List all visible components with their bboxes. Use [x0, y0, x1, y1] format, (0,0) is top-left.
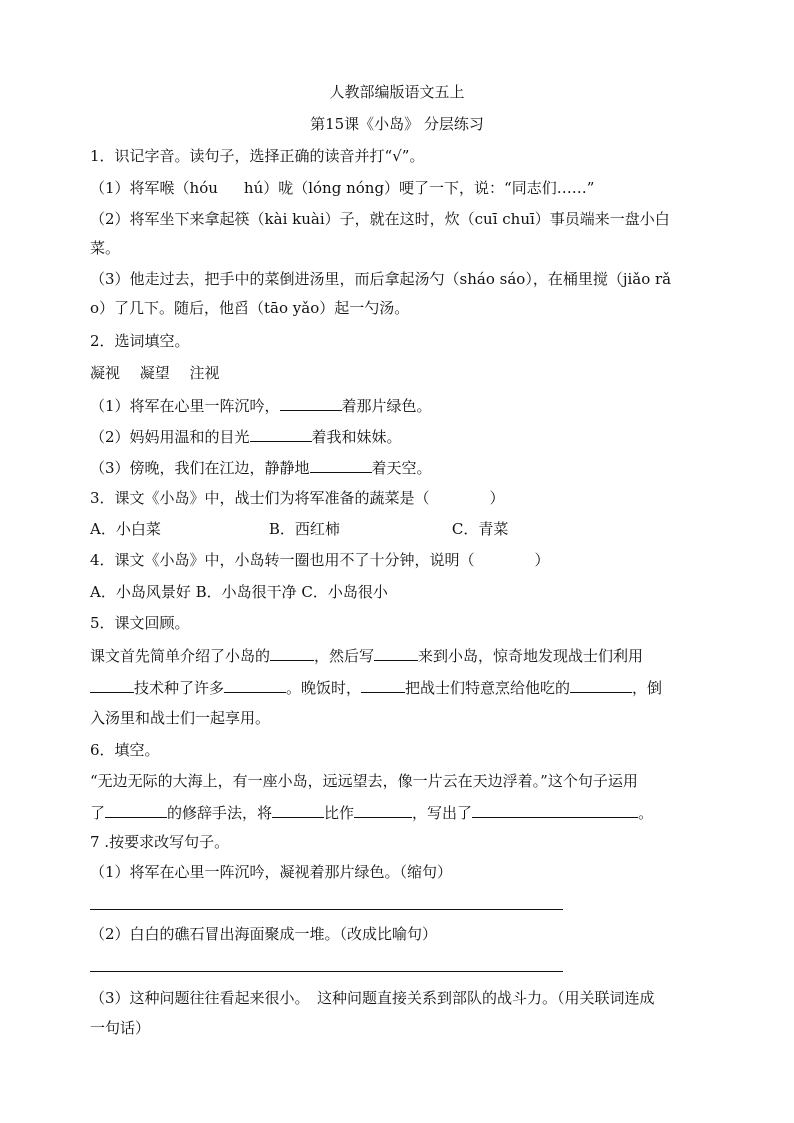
- q6-l2-text-c: 比作: [324, 804, 355, 822]
- q3-option-a: A．小白菜: [90, 520, 161, 538]
- q1-line-2: （2）将军坐下来拿起筷（kài kuài）子，就在这时，炊（cuī chuī）事员端来一盘小白: [90, 210, 670, 228]
- q4-title-text: 4．课文《小岛》中，小岛转一圈也用不了十分钟，说明（: [90, 551, 475, 569]
- q2-s1-text-b: 着那片绿色。: [341, 397, 432, 415]
- q1-title: 1．识记字音。读句子，选择正确的读音并打“√”。: [90, 147, 425, 165]
- q1-line-3: 菜。: [90, 239, 121, 257]
- q2-blank-1[interactable]: [280, 395, 342, 411]
- q2-s3-text-a: （3）傍晚，我们在江边，静静地: [90, 459, 310, 477]
- page-subtitle: 第15课《小岛》 分层练习: [310, 115, 484, 133]
- q2-sentence-3: [90, 457, 704, 478]
- q6-blank-4[interactable]: [472, 802, 638, 818]
- q1-line-1: [90, 178, 704, 198]
- q3-option-b: B．西红柿: [268, 520, 340, 538]
- q2-title: 2．选词填空。: [90, 332, 190, 350]
- q2-blank-3[interactable]: [310, 457, 372, 473]
- q6-title: 6．填空。: [90, 741, 160, 759]
- q2-s1-text-a: （1）将军在心里一阵沉吟，: [90, 397, 280, 415]
- q1-line-1b: hú）咙（lóng nóng）哽了一下，说：“同志们……”: [243, 179, 595, 197]
- q1-line-1a: （1）将军喉（hóu: [90, 179, 218, 197]
- q3-title: [90, 488, 704, 508]
- q4-options: A．小岛风景好 B．小岛很干净 C．小岛很小: [90, 583, 388, 601]
- q6-l2-text-d: ，写出了: [412, 804, 473, 822]
- q7-sentence-3-line-1: （3）这种问题往往看起来很小。 这种问题直接关系到部队的战斗力。（用关联词连成: [90, 989, 655, 1007]
- q4-title: [90, 550, 704, 570]
- q5-l2-text-a: 技术种了许多: [134, 679, 225, 697]
- q7-sentence-2: （2）白白的礁石冒出海面聚成一堆。（改成比喻句）: [90, 925, 438, 943]
- q1-line-5: o）了几下。随后，他舀（tāo yǎo）起一勺汤。: [90, 299, 410, 317]
- q2-s2-text-b: 着我和妹妹。: [311, 428, 402, 446]
- q6-line-2: [90, 802, 704, 823]
- q5-blank-5[interactable]: [361, 677, 405, 693]
- q3-options: [90, 519, 704, 539]
- q2-word-bank: 凝视 凝望 注视: [90, 364, 220, 382]
- q5-blank-6[interactable]: [570, 677, 632, 693]
- page-title: 人教部编版语文五上: [329, 83, 465, 101]
- q6-blank-3[interactable]: [354, 802, 412, 818]
- q5-line-3: 入汤里和战士们一起享用。: [90, 709, 271, 727]
- q7-sentence-3-line-2: 一句话）: [90, 1019, 151, 1037]
- q3-close-paren: ）: [489, 489, 505, 507]
- q5-blank-1[interactable]: [270, 645, 314, 661]
- q3-title-text: 3．课文《小岛》中，战士们为将军准备的蔬菜是（: [90, 489, 430, 507]
- q5-l1-text-a: 课文首先简单介绍了小岛的: [90, 647, 271, 665]
- q2-sentence-2: [90, 426, 704, 447]
- q1-line-4: （3）他走过去，把手中的菜倒进汤里，而后拿起汤勺（sháo sáo），在桶里搅（jiǎo rǎ: [90, 270, 672, 288]
- q6-blank-2[interactable]: [272, 802, 324, 818]
- q2-sentence-1: [90, 395, 704, 416]
- q5-blank-4[interactable]: [224, 677, 286, 693]
- q7-sentence-1: （1）将军在心里一阵沉吟，凝视着那片绿色。（缩句）: [90, 863, 453, 881]
- q6-line-1: “无边无际的大海上，有一座小岛，远远望去，像一片云在天边浮着。”这个句子运用: [90, 772, 638, 790]
- q4-close-paren: ）: [534, 551, 550, 569]
- q5-l1-text-b: ，然后写: [314, 647, 375, 665]
- q2-s3-text-b: 着天空。: [371, 459, 432, 477]
- q6-l2-text-b: 的修辞手法，将: [167, 804, 273, 822]
- q5-title: 5．课文回顾。: [90, 614, 190, 632]
- q7-answer-line-2[interactable]: [90, 971, 563, 972]
- q3-option-c: C．青菜: [451, 520, 509, 538]
- q2-s2-text-a: （2）妈妈用温和的目光: [90, 428, 250, 446]
- q5-blank-2[interactable]: [374, 645, 418, 661]
- q5-line-2: [90, 677, 704, 698]
- q6-blank-1[interactable]: [105, 802, 167, 818]
- q5-l2-text-b: 。晚饭时，: [286, 679, 362, 697]
- q2-blank-2[interactable]: [250, 426, 312, 442]
- q7-title: 7 .按要求改写句子。: [90, 833, 230, 851]
- q5-l2-text-c: 把战士们特意烹给他吃的: [405, 679, 571, 697]
- q6-l2-text-e: 。: [638, 804, 654, 822]
- q6-l2-text-a: 了: [90, 804, 106, 822]
- q5-blank-3[interactable]: [90, 677, 134, 693]
- q5-l1-text-c: 来到小岛，惊奇地发现战士们利用: [418, 647, 644, 665]
- q5-line-1: [90, 645, 704, 666]
- q7-answer-line-1[interactable]: [90, 909, 563, 910]
- q5-l2-text-d: ，倒: [632, 679, 663, 697]
